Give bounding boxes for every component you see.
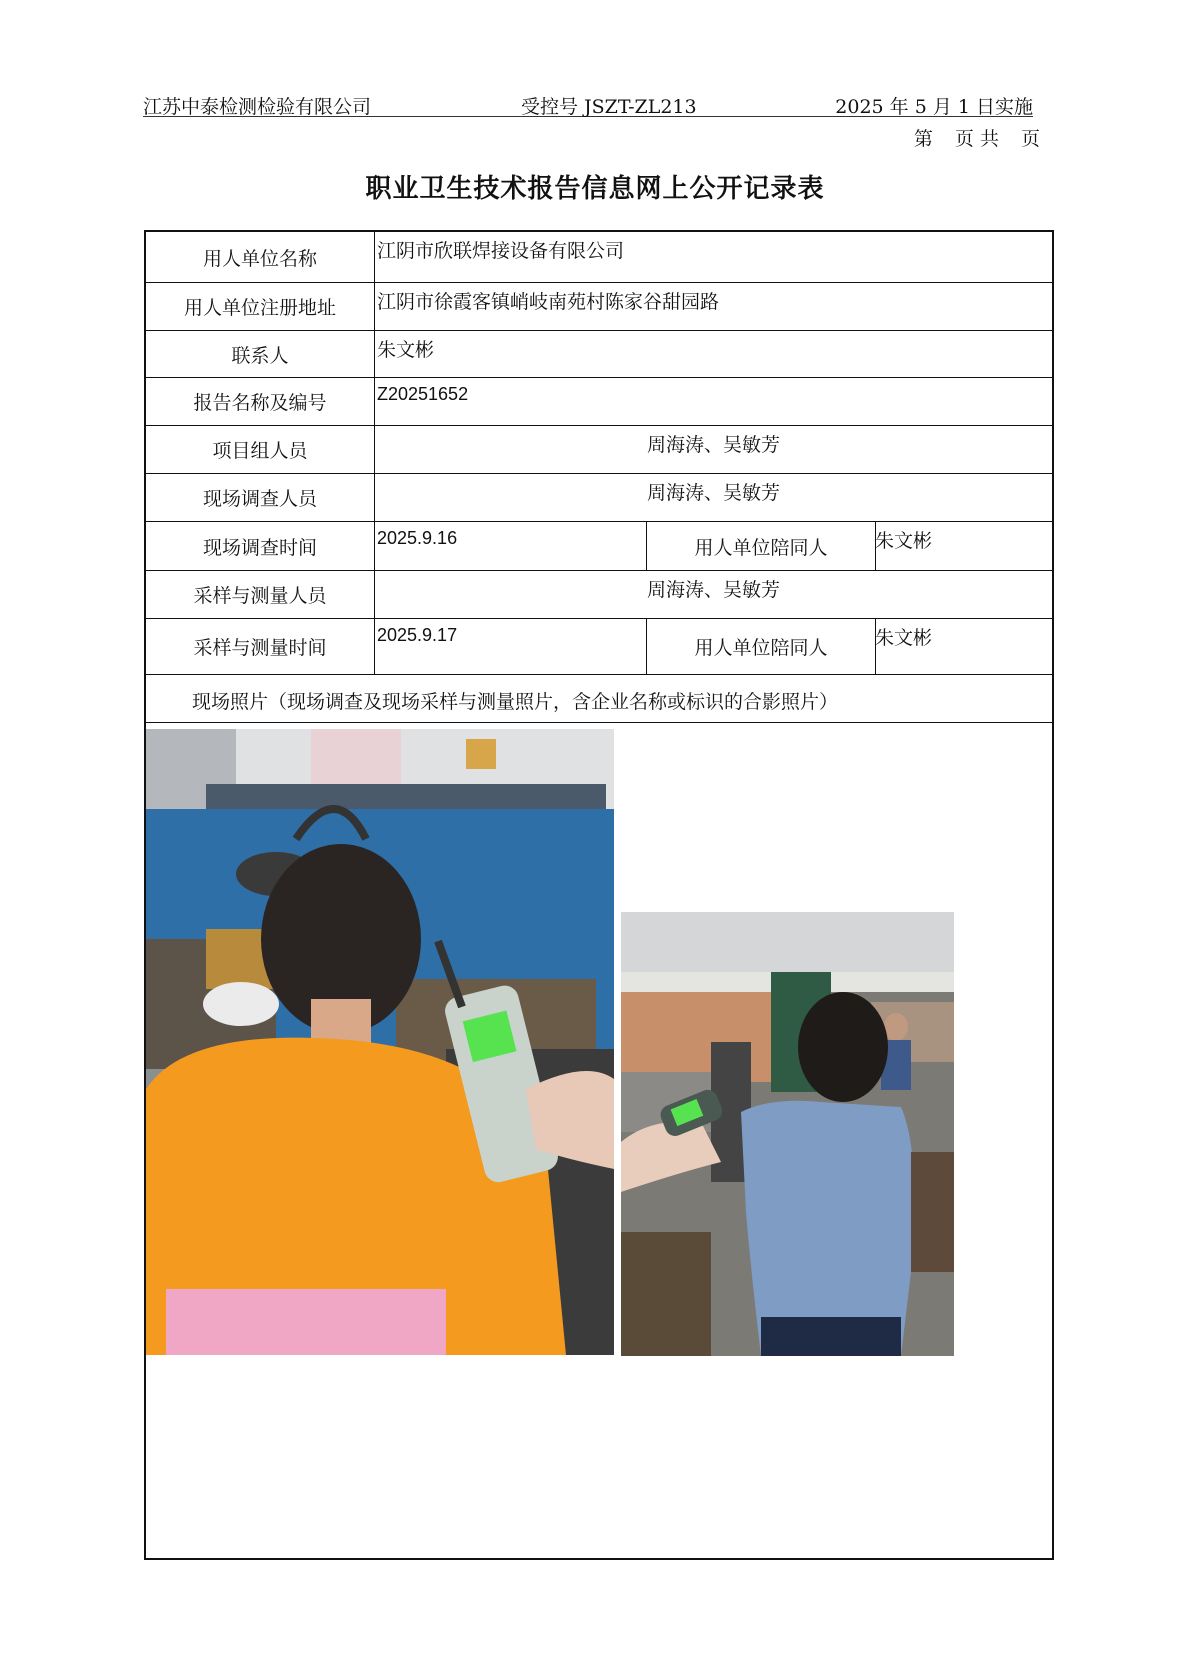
value-contact: 朱文彬 [377, 339, 435, 361]
row-sampling-time [146, 619, 1052, 675]
label-survey-companion: 用人单位陪同人 [646, 522, 876, 570]
page-title: 职业卫生技术报告信息网上公开记录表 [365, 174, 825, 204]
value-survey-time: 2025.9.16 [377, 528, 458, 548]
site-photo-1 [146, 729, 614, 1355]
row-report [146, 378, 1052, 426]
label-contact: 联系人 [146, 331, 375, 377]
row-team [146, 426, 1052, 474]
page-number [914, 124, 1040, 151]
page-ye-total: 页 [1020, 128, 1040, 150]
value-report: Z20251652 [377, 384, 469, 404]
record-form [144, 230, 1054, 1560]
label-sampling-staff: 采样与测量人员 [146, 571, 375, 618]
value-employer-address: 江阴市徐霞客镇峭岐南苑村陈家谷甜园路 [377, 291, 720, 313]
page-gong: 共 [979, 128, 999, 150]
header-company: 江苏中泰检测检验有限公司 [143, 96, 372, 118]
label-survey-time: 现场调查时间 [146, 522, 375, 570]
label-sampling-companion: 用人单位陪同人 [646, 619, 876, 674]
value-sampling-companion: 朱文彬 [875, 627, 933, 649]
running-header [143, 92, 1033, 117]
header-effective-date: 2025 年 5 月 1 日实施 [835, 96, 1033, 118]
value-sampling-time: 2025.9.17 [377, 625, 458, 645]
value-survey-staff: 周海涛、吴敏芳 [646, 482, 780, 504]
label-survey-staff: 现场调查人员 [146, 474, 375, 521]
label-sampling-time: 采样与测量时间 [146, 619, 375, 674]
value-sampling-staff: 周海涛、吴敏芳 [646, 579, 780, 601]
page-ye: 页 [954, 128, 974, 150]
value-employer-name: 江阴市欣联焊接设备有限公司 [377, 240, 625, 262]
page-di: 第 [913, 128, 933, 150]
label-employer-address: 用人单位注册地址 [146, 283, 375, 330]
label-report: 报告名称及编号 [146, 378, 375, 425]
row-survey-staff [146, 474, 1052, 522]
row-survey-time [146, 522, 1052, 571]
row-employer-address [146, 283, 1052, 331]
label-employer-name: 用人单位名称 [146, 232, 375, 282]
photos-header [146, 675, 1052, 723]
row-sampling-staff [146, 571, 1052, 619]
header-control-number: 受控号 JSZT-ZL213 [521, 96, 697, 118]
value-survey-companion: 朱文彬 [875, 530, 933, 552]
row-contact [146, 331, 1052, 378]
row-employer-name [146, 232, 1052, 283]
value-team: 周海涛、吴敏芳 [646, 434, 780, 456]
label-team: 项目组人员 [146, 426, 375, 473]
site-photo-2 [621, 912, 954, 1356]
photos-label: 现场照片（现场调查及现场采样与测量照片，含企业名称或标识的合影照片） [192, 691, 839, 713]
